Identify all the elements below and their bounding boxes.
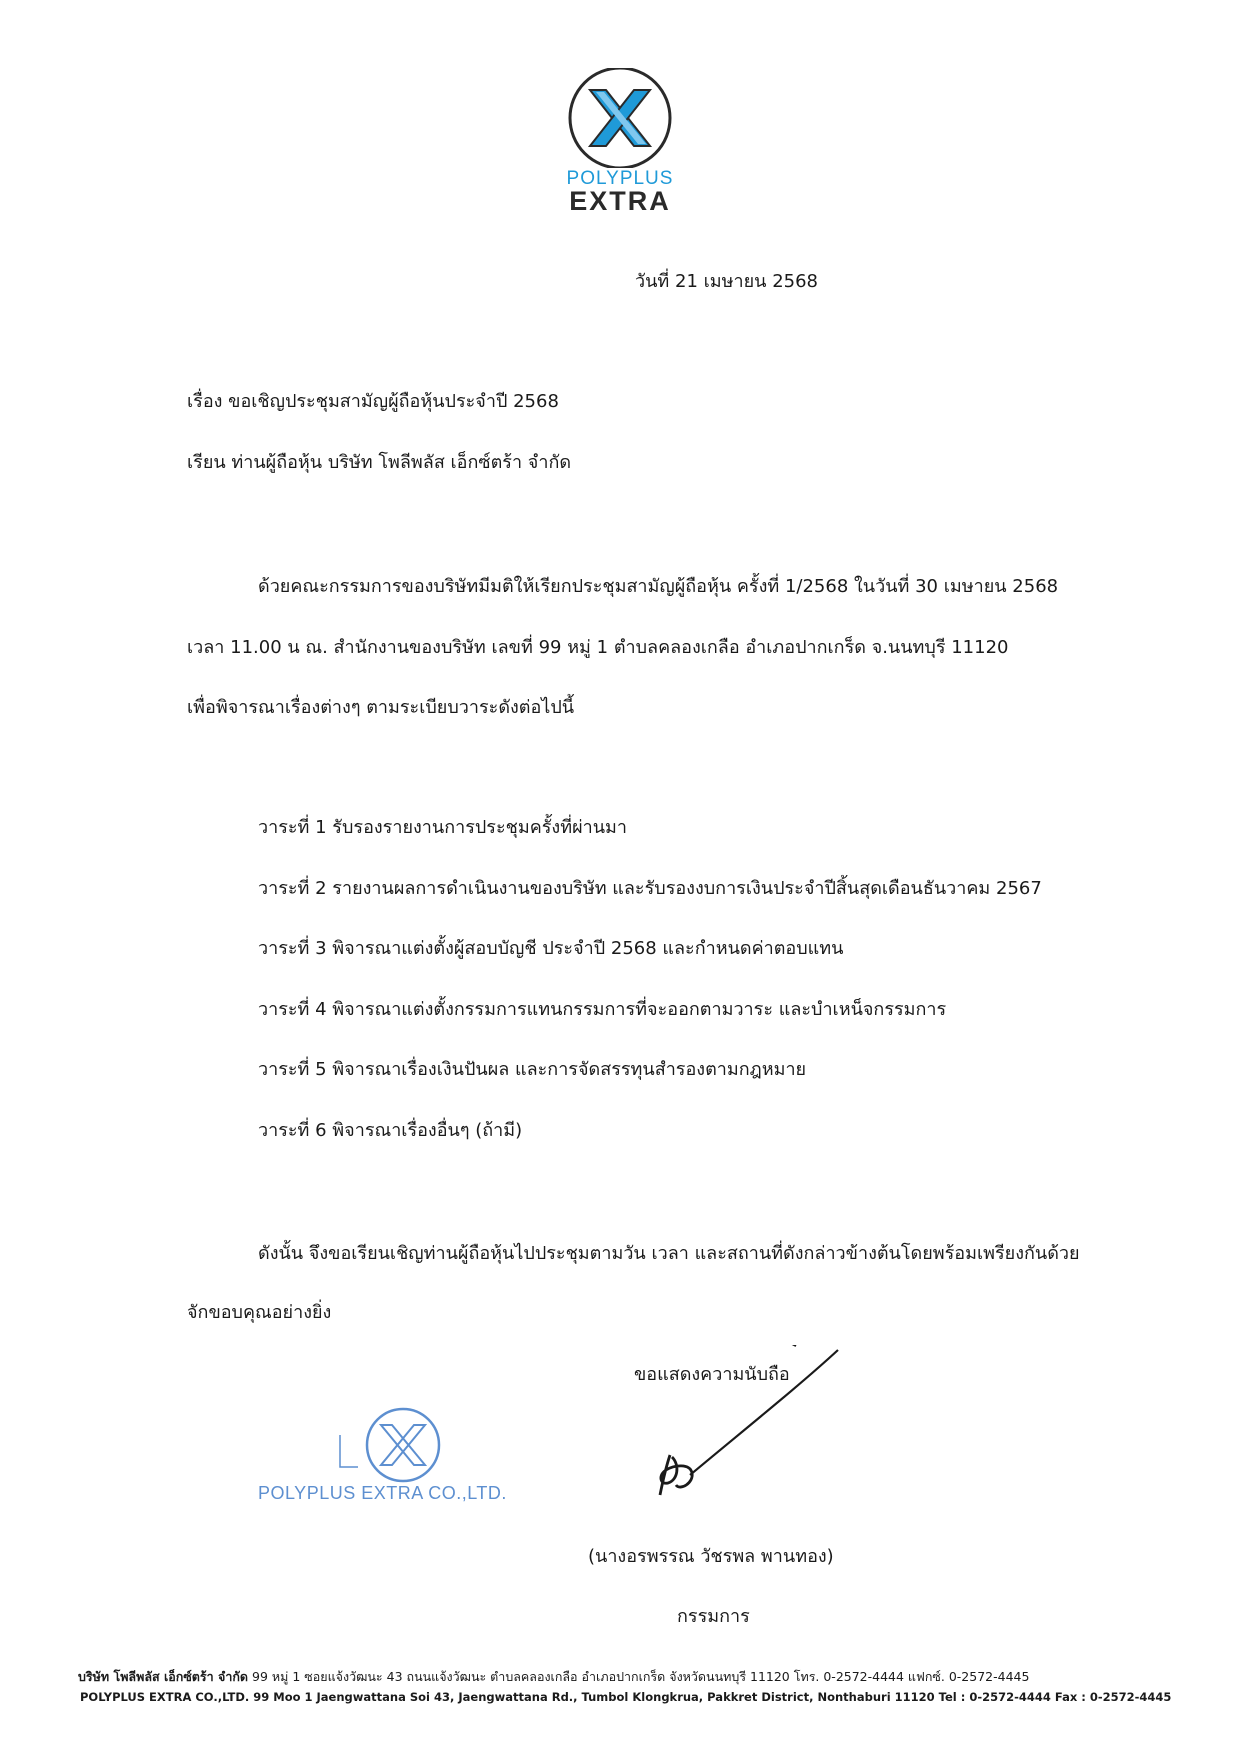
stamp-logo-icon: [258, 1405, 538, 1485]
logo-x-icon: [540, 68, 700, 168]
signer-position: กรรมการ: [677, 1606, 750, 1627]
signature-image: [650, 1345, 840, 1505]
body-line-2: เวลา 11.00 น ณ. สำนักงานของบริษัท เลขที่ 99 หมู่ 1 ตำบลคลองเกลือ อำเภอปากเกร็ด จ.นนทบุรี 11120: [187, 637, 1009, 658]
footer-english-address: 99 Moo 1 Jaengwattana Soi 43, Jaengwattana Rd., Tumbol Klongkrua, Pakkret District, Nonthaburi 11120 Tel : 0-2572-4444 Fax : 0-2572-4445: [249, 1690, 1172, 1704]
letter-recipient: เรียน ท่านผู้ถือหุ้น บริษัท โพลีพลัส เอ็กซ์ตร้า จำกัด: [187, 452, 572, 473]
agenda-item-3: วาระที่ 3 พิจารณาแต่งตั้งผู้สอบบัญชี ประจำปี 2568 และกำหนดค่าตอบแทน: [258, 938, 844, 959]
letter-subject: เรื่อง ขอเชิญประชุมสามัญผู้ถือหุ้นประจำปี 2568: [187, 391, 559, 412]
logo-text-polyplus: POLYPLUS: [566, 168, 674, 189]
closing-line-1: ดังนั้น จึงขอเรียนเชิญท่านผู้ถือหุ้นไปประชุมตามวัน เวลา และสถานที่ดังกล่าวข้างต้นโดยพร้อมเพรียงกันด้วย: [258, 1243, 1080, 1264]
footer-thai-address: 99 หมู่ 1 ซอยแจ้งวัฒนะ 43 ถนนแจ้งวัฒนะ ตำบลคลองเกลือ อำเภอปากเกร็ด จังหวัดนนทบุรี 11120 โทร. 0-2572-4444 แฟกซ์. 0-2572-4445: [248, 1669, 1030, 1684]
footer-thai-company: บริษัท โพลีพลัส เอ็กซ์ตร้า จำกัด: [78, 1669, 249, 1684]
stamp-text: POLYPLUS EXTRA CO.,LTD.: [258, 1483, 507, 1503]
signer-name: (นางอรพรรณ วัชรพล พานทอง): [588, 1546, 834, 1567]
body-line-3: เพื่อพิจารณาเรื่องต่างๆ ตามระเบียบวาระดังต่อไปนี้: [187, 697, 575, 718]
company-stamp: [258, 1405, 538, 1505]
closing-line-2: จักขอบคุณอย่างยิ่ง: [187, 1302, 332, 1323]
agenda-item-4: วาระที่ 4 พิจารณาแต่งตั้งกรรมการแทนกรรมการที่จะออกตามวาระ และบำเหน็จกรรมการ: [258, 999, 947, 1020]
agenda-item-1: วาระที่ 1 รับรองรายงานการประชุมครั้งที่ผ่านมา: [258, 817, 628, 838]
company-logo: [540, 68, 700, 218]
regards: ขอแสดงความนับถือ: [634, 1364, 790, 1385]
agenda-item-2: วาระที่ 2 รายงานผลการดำเนินงานของบริษัท และรับรองงบการเงินประจำปีสิ้นสุดเดือนธันวาคม 2567: [258, 878, 1042, 899]
footer-english-company: POLYPLUS EXTRA CO.,LTD.: [80, 1690, 250, 1704]
agenda-item-6: วาระที่ 6 พิจารณาเรื่องอื่นๆ (ถ้ามี): [258, 1120, 523, 1141]
footer-english: [80, 1690, 1171, 1704]
logo-text-extra: EXTRA: [569, 186, 671, 216]
body-line-1: ด้วยคณะกรรมการของบริษัทมีมติให้เรียกประชุมสามัญผู้ถือหุ้น ครั้งที่ 1/2568 ในวันที่ 30 เมษายน 2568: [258, 576, 1059, 597]
agenda-item-5: วาระที่ 5 พิจารณาเรื่องเงินปันผล และการจัดสรรทุนสำรองตามกฎหมาย: [258, 1059, 807, 1080]
letter-date: วันที่ 21 เมษายน 2568: [635, 271, 818, 292]
footer-thai: [78, 1667, 1029, 1687]
